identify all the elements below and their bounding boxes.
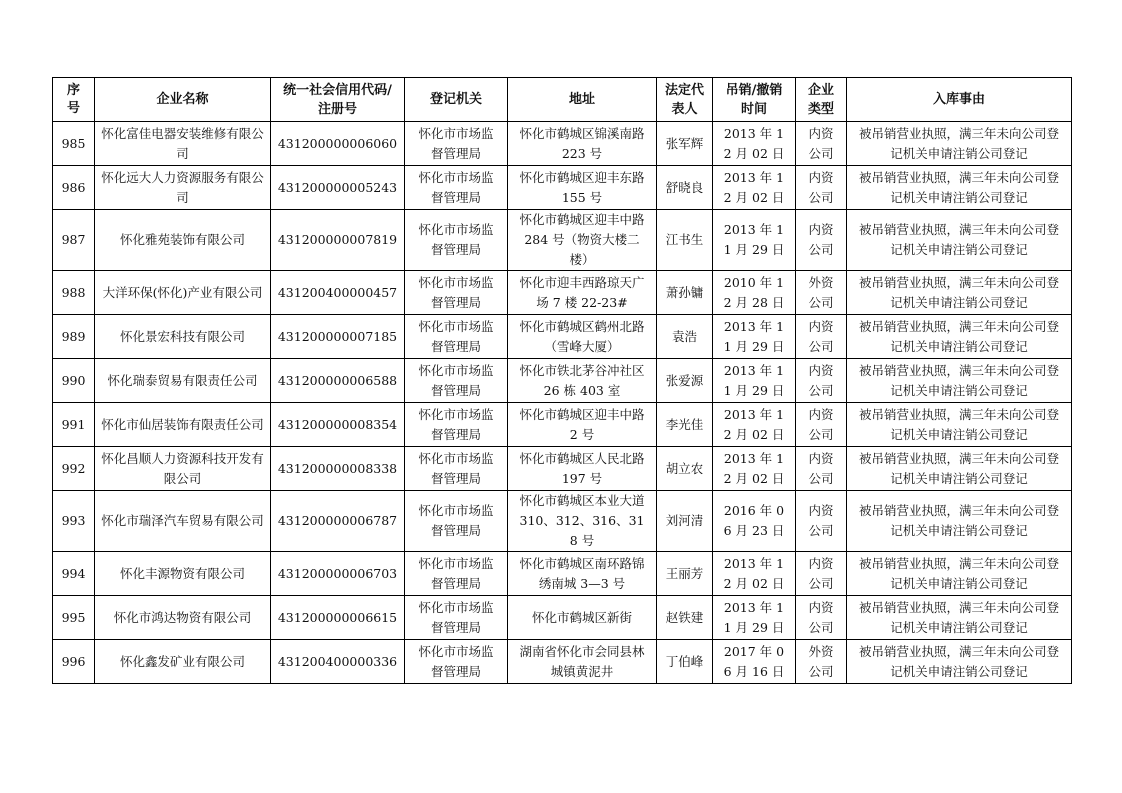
row-number-cell: 995	[53, 596, 95, 640]
revocation-date-cell: 2013 年 12 月 02 日	[713, 552, 796, 596]
revocation-date-cell: 2010 年 12 月 28 日	[713, 271, 796, 315]
company-type-cell: 内资公司	[796, 166, 847, 210]
revocation-date-cell: 2017 年 06 月 16 日	[713, 640, 796, 684]
registration-authority-cell: 怀化市市场监督管理局	[405, 166, 508, 210]
registration-authority-cell: 怀化市市场监督管理局	[405, 640, 508, 684]
company-name-cell: 怀化市鸿达物资有限公司	[95, 596, 271, 640]
reason-cell: 被吊销营业执照，满三年未向公司登记机关申请注销公司登记	[847, 166, 1072, 210]
company-name-cell: 怀化鑫发矿业有限公司	[95, 640, 271, 684]
header-cell-code: 统一社会信用代码/注册号	[271, 78, 405, 122]
table-row	[53, 210, 1072, 271]
company-type-cell: 外资公司	[796, 271, 847, 315]
legal-representative-cell: 张爱源	[657, 359, 713, 403]
company-name-cell: 怀化富佳电器安装维修有限公司	[95, 122, 271, 166]
table-row	[53, 447, 1072, 491]
company-name-cell: 怀化市仙居装饰有限责任公司	[95, 403, 271, 447]
table-row	[53, 552, 1072, 596]
legal-representative-cell: 丁伯峰	[657, 640, 713, 684]
credit-code-cell: 431200000005243	[271, 166, 405, 210]
reason-cell: 被吊销营业执照，满三年未向公司登记机关申请注销公司登记	[847, 640, 1072, 684]
registration-authority-cell: 怀化市市场监督管理局	[405, 552, 508, 596]
credit-code-cell: 431200000006060	[271, 122, 405, 166]
reason-cell: 被吊销营业执照，满三年未向公司登记机关申请注销公司登记	[847, 447, 1072, 491]
header-cell-no: 序号	[53, 78, 95, 122]
revocation-date-cell: 2013 年 11 月 29 日	[713, 210, 796, 271]
table-row	[53, 640, 1072, 684]
credit-code-cell: 431200000006787	[271, 491, 405, 552]
registration-authority-cell: 怀化市市场监督管理局	[405, 210, 508, 271]
row-number-cell: 993	[53, 491, 95, 552]
address-cell: 怀化市铁北茅谷冲社区 26 栋 403 室	[508, 359, 657, 403]
reason-cell: 被吊销营业执照，满三年未向公司登记机关申请注销公司登记	[847, 271, 1072, 315]
row-number-cell: 990	[53, 359, 95, 403]
registration-authority-cell: 怀化市市场监督管理局	[405, 596, 508, 640]
table-body	[53, 122, 1072, 684]
row-number-cell: 986	[53, 166, 95, 210]
registration-authority-cell: 怀化市市场监督管理局	[405, 359, 508, 403]
revoked-enterprise-table	[52, 77, 1072, 684]
registration-authority-cell: 怀化市市场监督管理局	[405, 315, 508, 359]
revocation-date-cell: 2013 年 12 月 02 日	[713, 166, 796, 210]
company-name-cell: 怀化景宏科技有限公司	[95, 315, 271, 359]
revocation-date-cell: 2013 年 12 月 02 日	[713, 403, 796, 447]
row-number-cell: 991	[53, 403, 95, 447]
credit-code-cell: 431200000008354	[271, 403, 405, 447]
legal-representative-cell: 王丽芳	[657, 552, 713, 596]
reason-cell: 被吊销营业执照，满三年未向公司登记机关申请注销公司登记	[847, 122, 1072, 166]
revocation-date-cell: 2013 年 11 月 29 日	[713, 315, 796, 359]
legal-representative-cell: 张军辉	[657, 122, 713, 166]
company-type-cell: 内资公司	[796, 552, 847, 596]
company-type-cell: 内资公司	[796, 359, 847, 403]
address-cell: 湖南省怀化市会同县林城镇黄泥井	[508, 640, 657, 684]
address-cell: 怀化市鹤城区迎丰中路 2 号	[508, 403, 657, 447]
legal-representative-cell: 李光佳	[657, 403, 713, 447]
company-name-cell: 大洋环保(怀化)产业有限公司	[95, 271, 271, 315]
registration-authority-cell: 怀化市市场监督管理局	[405, 491, 508, 552]
legal-representative-cell: 胡立农	[657, 447, 713, 491]
company-type-cell: 内资公司	[796, 596, 847, 640]
table-row	[53, 491, 1072, 552]
table-row	[53, 359, 1072, 403]
row-number-cell: 985	[53, 122, 95, 166]
reason-cell: 被吊销营业执照，满三年未向公司登记机关申请注销公司登记	[847, 552, 1072, 596]
row-number-cell: 996	[53, 640, 95, 684]
header-cell-reason: 入库事由	[847, 78, 1072, 122]
address-cell: 怀化市鹤城区迎丰中路 284 号（物资大楼二楼）	[508, 210, 657, 271]
header-cell-name: 企业名称	[95, 78, 271, 122]
company-name-cell: 怀化市瑞泽汽车贸易有限公司	[95, 491, 271, 552]
legal-representative-cell: 舒晓良	[657, 166, 713, 210]
registration-authority-cell: 怀化市市场监督管理局	[405, 403, 508, 447]
registration-authority-cell: 怀化市市场监督管理局	[405, 122, 508, 166]
company-name-cell: 怀化瑞泰贸易有限责任公司	[95, 359, 271, 403]
revocation-date-cell: 2013 年 12 月 02 日	[713, 122, 796, 166]
header-cell-address: 地址	[508, 78, 657, 122]
revocation-date-cell: 2013 年 11 月 29 日	[713, 596, 796, 640]
address-cell: 怀化市鹤城区迎丰东路 155 号	[508, 166, 657, 210]
table-row	[53, 403, 1072, 447]
address-cell: 怀化市鹤城区人民北路 197 号	[508, 447, 657, 491]
credit-code-cell: 431200000006588	[271, 359, 405, 403]
revocation-date-cell: 2013 年 11 月 29 日	[713, 359, 796, 403]
reason-cell: 被吊销营业执照，满三年未向公司登记机关申请注销公司登记	[847, 210, 1072, 271]
table-row	[53, 122, 1072, 166]
credit-code-cell: 431200400000336	[271, 640, 405, 684]
revocation-date-cell: 2013 年 12 月 02 日	[713, 447, 796, 491]
address-cell: 怀化市鹤城区南环路锦绣南城 3—3 号	[508, 552, 657, 596]
reason-cell: 被吊销营业执照，满三年未向公司登记机关申请注销公司登记	[847, 403, 1072, 447]
row-number-cell: 989	[53, 315, 95, 359]
table-row	[53, 271, 1072, 315]
address-cell: 怀化市鹤城区锦溪南路 223 号	[508, 122, 657, 166]
reason-cell: 被吊销营业执照，满三年未向公司登记机关申请注销公司登记	[847, 596, 1072, 640]
legal-representative-cell: 江书生	[657, 210, 713, 271]
company-name-cell: 怀化远大人力资源服务有限公司	[95, 166, 271, 210]
company-type-cell: 内资公司	[796, 491, 847, 552]
address-cell: 怀化市鹤城区本业大道 310、312、316、318 号	[508, 491, 657, 552]
company-name-cell: 怀化昌顺人力资源科技开发有限公司	[95, 447, 271, 491]
revocation-date-cell: 2016 年 06 月 23 日	[713, 491, 796, 552]
company-name-cell: 怀化雅苑装饰有限公司	[95, 210, 271, 271]
row-number-cell: 994	[53, 552, 95, 596]
table-row	[53, 315, 1072, 359]
address-cell: 怀化市鹤城区新街	[508, 596, 657, 640]
company-name-cell: 怀化丰源物资有限公司	[95, 552, 271, 596]
registration-authority-cell: 怀化市市场监督管理局	[405, 271, 508, 315]
company-type-cell: 内资公司	[796, 403, 847, 447]
table-row	[53, 596, 1072, 640]
credit-code-cell: 431200000007185	[271, 315, 405, 359]
reason-cell: 被吊销营业执照，满三年未向公司登记机关申请注销公司登记	[847, 359, 1072, 403]
legal-representative-cell: 袁浩	[657, 315, 713, 359]
header-cell-type: 企业类型	[796, 78, 847, 122]
company-type-cell: 内资公司	[796, 210, 847, 271]
row-number-cell: 992	[53, 447, 95, 491]
header-cell-rep: 法定代表人	[657, 78, 713, 122]
legal-representative-cell: 萧孙镛	[657, 271, 713, 315]
company-type-cell: 内资公司	[796, 315, 847, 359]
credit-code-cell: 431200000007819	[271, 210, 405, 271]
reason-cell: 被吊销营业执照，满三年未向公司登记机关申请注销公司登记	[847, 315, 1072, 359]
credit-code-cell: 431200000006615	[271, 596, 405, 640]
header-cell-date: 吊销/撤销时间	[713, 78, 796, 122]
row-number-cell: 987	[53, 210, 95, 271]
table-header-row	[53, 78, 1072, 122]
reason-cell: 被吊销营业执照，满三年未向公司登记机关申请注销公司登记	[847, 491, 1072, 552]
address-cell: 怀化市鹤城区鹤州北路（雪峰大厦）	[508, 315, 657, 359]
header-cell-authority: 登记机关	[405, 78, 508, 122]
company-type-cell: 内资公司	[796, 122, 847, 166]
row-number-cell: 988	[53, 271, 95, 315]
company-type-cell: 外资公司	[796, 640, 847, 684]
registration-authority-cell: 怀化市市场监督管理局	[405, 447, 508, 491]
credit-code-cell: 431200000006703	[271, 552, 405, 596]
company-type-cell: 内资公司	[796, 447, 847, 491]
credit-code-cell: 431200000008338	[271, 447, 405, 491]
legal-representative-cell: 刘河清	[657, 491, 713, 552]
legal-representative-cell: 赵铁建	[657, 596, 713, 640]
address-cell: 怀化市迎丰西路琼天广场 7 楼 22-23#	[508, 271, 657, 315]
credit-code-cell: 431200400000457	[271, 271, 405, 315]
table-row	[53, 166, 1072, 210]
